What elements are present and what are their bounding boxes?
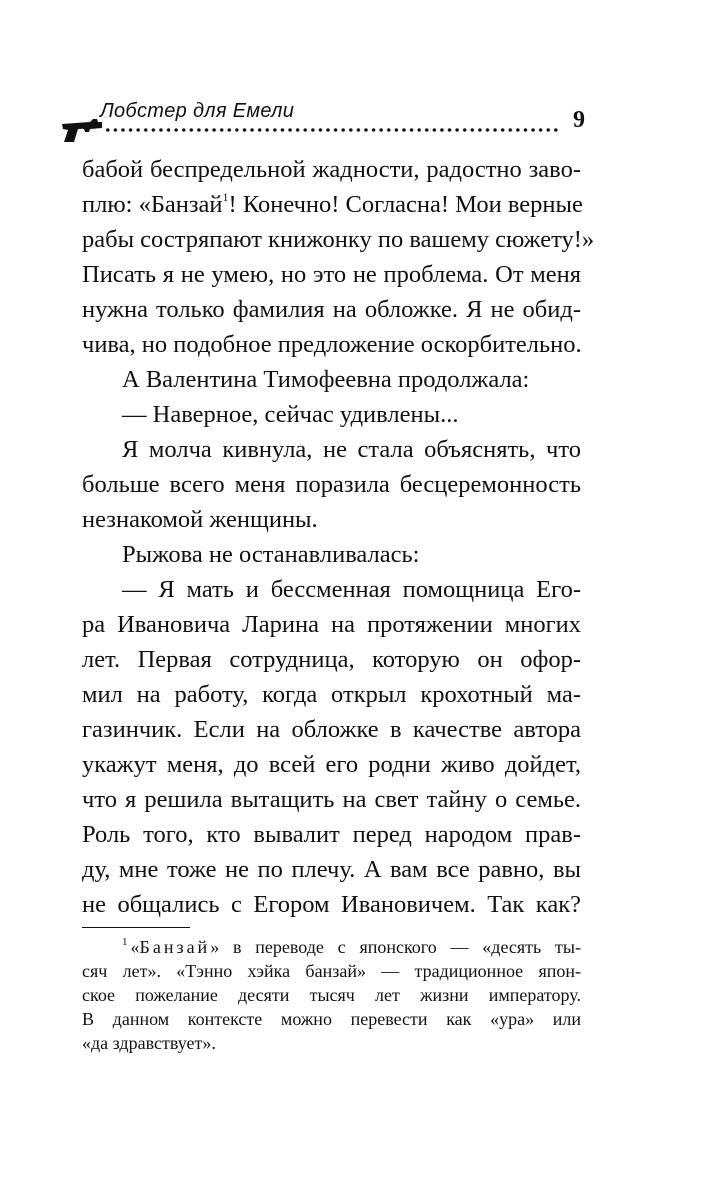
text-line: Писать я не умею, но это не проблема. От меня bbox=[82, 261, 581, 288]
running-head bbox=[60, 100, 585, 146]
text-line: нужна только фамилия на обложке. Я не обид- bbox=[82, 296, 581, 323]
dotted-leader bbox=[104, 126, 558, 134]
text-line: незнакомой женщины. bbox=[82, 506, 318, 533]
text-line: лет. Первая сотрудница, которую он офор- bbox=[82, 646, 581, 673]
text-line: — Наверное, сейчас удивлены... bbox=[122, 401, 459, 428]
text-line: — Я мать и бессменная помощница Его- bbox=[122, 576, 581, 603]
footnote-text: в переводе с японского — «десять ты- bbox=[219, 937, 581, 957]
text-line: чива, но подобное предложение оскорбительно. bbox=[82, 331, 582, 358]
text-fragment: ! Конечно! Согласна! Мои верные bbox=[228, 191, 583, 218]
text-line: А Валентина Тимофеевна продолжала: bbox=[122, 366, 530, 393]
text-line: Рыжова не останавливалась: bbox=[122, 541, 420, 568]
footnote-mark: 1 bbox=[122, 936, 128, 948]
text-fragment: плю: «Банзай bbox=[82, 191, 223, 218]
text-line: больше всего меня поразила бесцеремонность bbox=[82, 471, 581, 498]
footnote bbox=[82, 935, 581, 1055]
footnote-line: «да здравствует». bbox=[82, 1033, 216, 1053]
text-line: не общались с Егором Ивановичем. Так как? bbox=[82, 891, 581, 918]
revolver-icon bbox=[60, 118, 104, 144]
body-text bbox=[82, 152, 595, 922]
text-line: газинчик. Если на обложке в качестве автора bbox=[82, 716, 581, 743]
page-number: 9 bbox=[573, 107, 585, 133]
footnote-reference[interactable]: 1 bbox=[222, 190, 229, 204]
text-line bbox=[82, 187, 581, 222]
footnote-line: $^1$ «Банзай» в переводе с японского — «десять ты- bbox=[122, 936, 581, 957]
text-line: укажут меня, до всей его родни живо дойдет, bbox=[82, 751, 581, 778]
text-line: Я молча кивнула, не стала объяснять, что bbox=[122, 436, 581, 463]
footnote-line: сяч лет». «Тэнно хэйка банзай» — традиционное япон- bbox=[82, 961, 581, 981]
footnote-divider bbox=[82, 927, 190, 928]
text-line: мил на работу, когда открыл крохотный ма- bbox=[82, 681, 581, 708]
text-line: Роль того, кто вывалит перед народом прав- bbox=[82, 821, 581, 848]
text-line: ду, мне тоже не по плечу. А вам все равно, вы bbox=[82, 856, 581, 883]
text-line: рабы состряпают книжонку по вашему сюжету!» bbox=[82, 226, 595, 253]
text-line: бабой беспредельной жадности, радостно заво- bbox=[82, 156, 581, 183]
footnote-line: В данном контексте можно перевести как «ура» или bbox=[82, 1009, 581, 1029]
text-line: ра Ивановича Ларина на протяжении многих bbox=[82, 611, 581, 638]
footnote-term: Банзай bbox=[139, 937, 211, 957]
footnote-line: ское пожелание десяти тысяч лет жизни императору. bbox=[82, 985, 581, 1005]
text-line: что я решила вытащить на свет тайну о семье. bbox=[82, 786, 581, 813]
book-title: Лобстер для Емели bbox=[100, 100, 295, 122]
